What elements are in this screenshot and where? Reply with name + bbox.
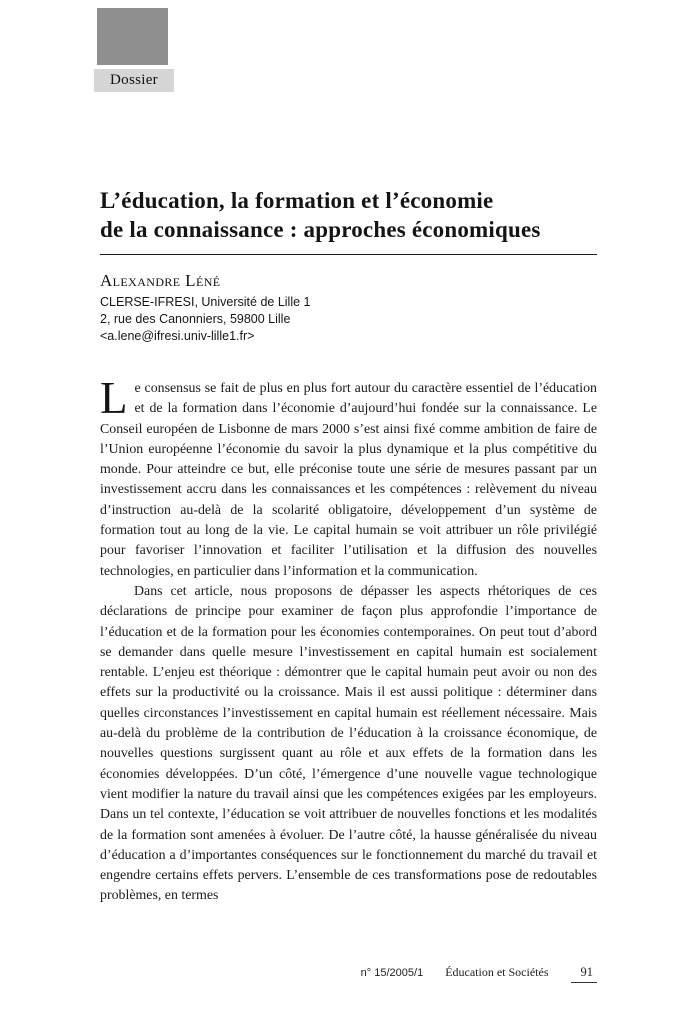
author-email: <a.lene@ifresi.univ-lille1.fr> (100, 329, 255, 343)
author-name: Alexandre Léné (100, 271, 221, 290)
title-rule (100, 254, 597, 255)
footer-issue-number: n° 15/2005/1 (360, 967, 424, 979)
dropcap-letter: L (100, 373, 128, 423)
dossier-badge (94, 69, 174, 92)
paragraph-2: Dans cet article, nous proposons de dépasser les aspects rhétoriques de ces déclarations de principe pour examiner de façon plus approfondie l’importance de l’éducation et de la formation pour les économies contemporaines. On peut tout d’abord se demander dans quelle mesure l’investissement en capital humain est socialement rentable. L’enjeu est théorique : démontrer que le capital humain peut avoir ou non des effets sur la productivité ou la croissance. Mais il est aussi politique : déterminer dans quelles circonstances l’investissement en capital humain est réellement nécessaire. Mais au-delà du problème de la contribution de l’éducation à la croissance économique, de nouvelles questions surgissent quant au rôle et aux effets de la formation dans les économies développées. D’un côté, l’émergence d’une nouvelle vague technologique vient modifier la nature du travail ainsi que les compétences exigées par les employeurs. Dans un tel contexte, l’éducation se voit attribuer de nouvelles fonctions et les modalités de la formation sont amenées à évoluer. De l’autre côté, la hausse généralisée du niveau d’éducation a d’importantes conséquences sur le fonctionnement du marché du travail et engendre certains effets pervers. L’ensemble de ces transformations pose de redoutables problèmes, en termes (100, 583, 597, 904)
article-content (100, 186, 597, 907)
article-title (100, 186, 597, 244)
paragraph-1-text: e consensus se fait de plus en plus fort autour du caractère essentiel de l’éducation et de la formation dans l’économie d’aujourd’hui fondée sur la connaissance. Le Conseil européen de Lisbonne de mars 2000 s’est ainsi fixé comme ambition de faire de l’Union européenne l’économie du savoir la plus dynamique et la plus compétitive du monde. Pour atteindre ce but, elle préconise toute une série de mesures passant par un investissement accru dans les connaissances et les compétences : relèvement du niveau d’instruction au-delà de la scolarité obligatoire, développement d’un système de formation tout au long de la vie. Le capital humain se voit attribuer un rôle privilégié pour favoriser l’innovation et faciliter l’utilisation et la diffusion des nouvelles technologies, en particulier dans l’information et la communication. (100, 381, 597, 579)
page-footer (100, 965, 597, 983)
author-affiliation-2: 2, rue des Canonniers, 59800 Lille (100, 312, 291, 326)
article-title-line1: L’éducation, la formation et l’économie (100, 188, 494, 213)
corner-tab-block (97, 8, 168, 65)
paragraph-1 (100, 373, 597, 582)
footer-page-number: 91 (571, 965, 598, 983)
article-body (100, 373, 597, 907)
author-affiliation-1: CLERSE-IFRESI, Université de Lille 1 (100, 295, 311, 309)
dossier-badge-label: Dossier (110, 72, 158, 88)
footer-journal-name: Éducation et Sociétés (445, 965, 549, 979)
article-title-line2: de la connaissance : approches économiques (100, 217, 541, 242)
